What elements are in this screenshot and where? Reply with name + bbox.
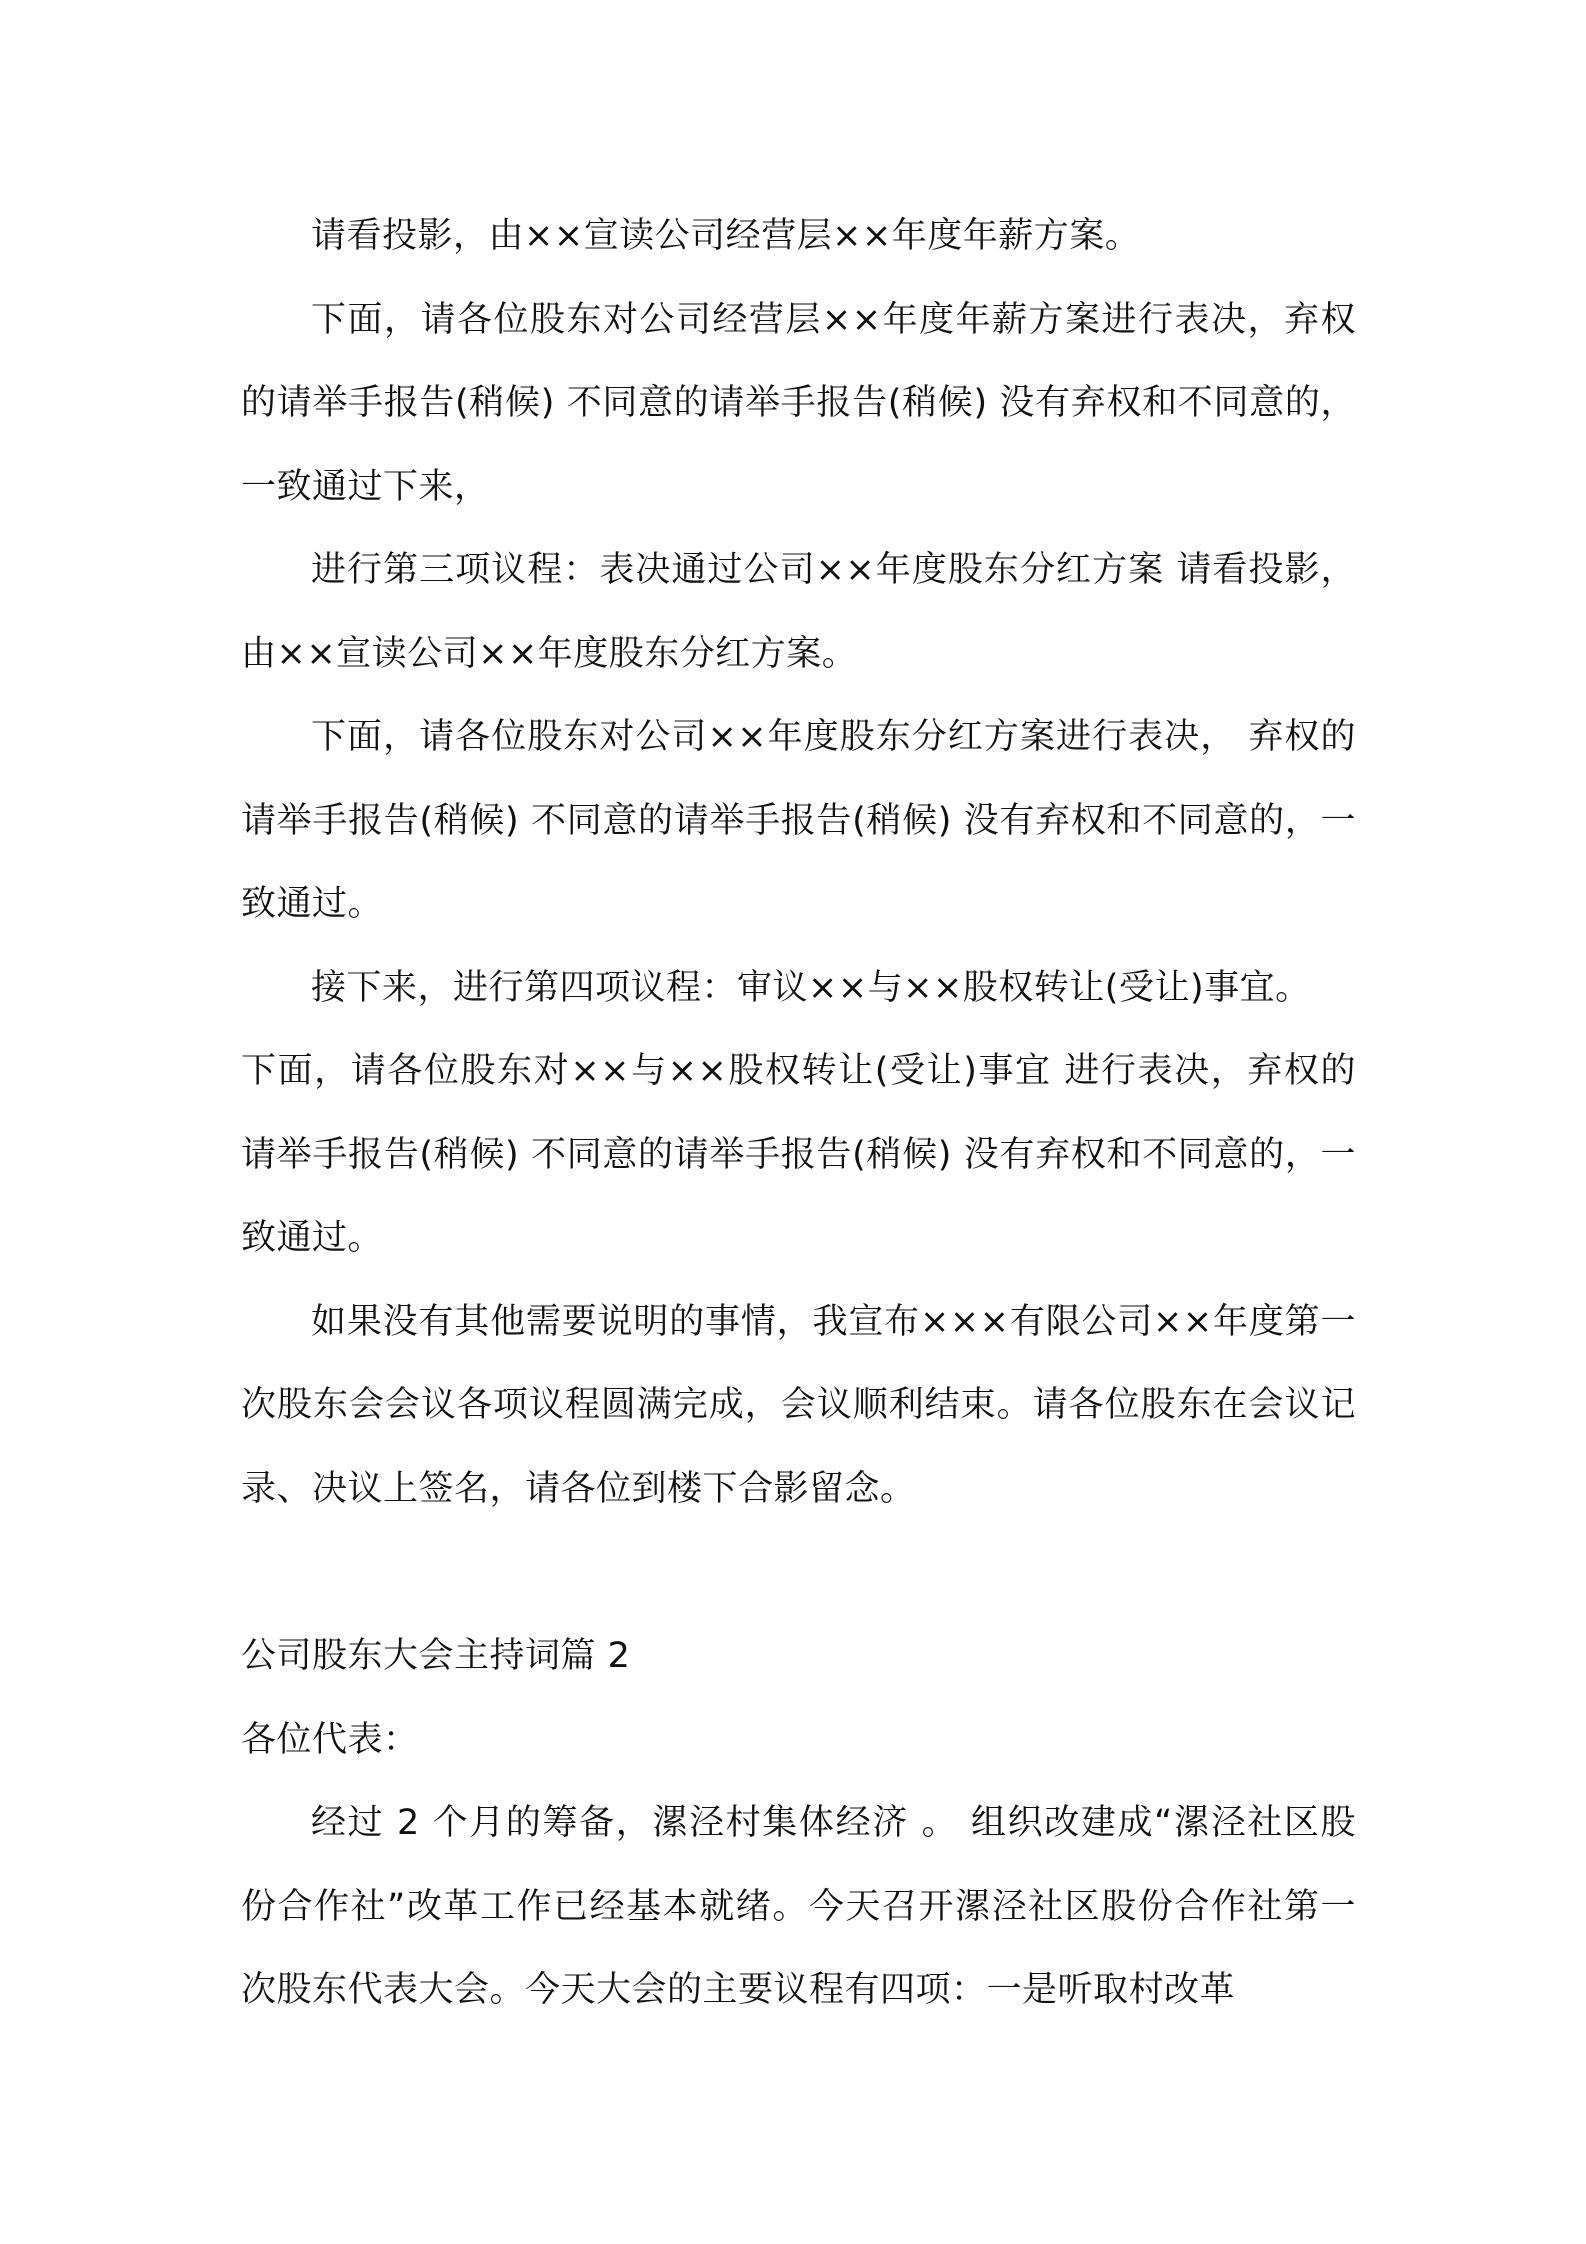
section-spacer bbox=[241, 1531, 1356, 1615]
paragraph-projection-salary: 请看投影，由××宣读公司经营层××年度年薪方案。 bbox=[311, 216, 1141, 256]
paragraph-vote-dividend: 下面，请各位股东对公司××年度股东分红方案进行表决， 弃权的请举手报告(稍候) 不同意的请举手报告(稍候) 没有弃权和不同意的，一致通过。 bbox=[241, 717, 1356, 924]
section-title: 公司股东大会主持词篇 2 bbox=[241, 1636, 631, 1676]
paragraph-item-three: 进行第三项议程：表决通过公司××年度股东分红方案 请看投影，由××宣读公司××年度股东分红方案。 bbox=[241, 550, 1356, 674]
paragraph-vote-equity: 下面，请各位股东对××与××股权转让(受让)事宜 进行表决，弃权的请举手报告(稍候) 不同意的请举手报告(稍候) 没有弃权和不同意的，一致通过。 bbox=[241, 1051, 1356, 1258]
salutation: 各位代表： bbox=[241, 1719, 419, 1760]
paragraph-closing: 如果没有其他需要说明的事情，我宣布×××有限公司××年度第一次股东会会议各项议程圆满完成，会议顺利结束。请各位股东在会议记录、决议上签名，请各位到楼下合影留念。 bbox=[241, 1301, 1356, 1509]
paragraph-vote-salary: 下面，请各位股东对公司经营层××年度年薪方案进行表决，弃权的请举手报告(稍候) 不同意的请举手报告(稍候) 没有弃权和不同意的，一致通过下来， bbox=[241, 299, 1356, 507]
document-body bbox=[241, 195, 1356, 2033]
paragraph-item-four: 接下来，进行第四项议程：审议××与××股权转让(受让)事宜。 bbox=[311, 967, 1311, 1008]
paragraph-intro: 经过 2 个月的筹备，漯泾村集体经济 。 组织改建成“漯泾社区股份合作社”改革工作已经基本就绪。今天召开漯泾社区股份合作社第一次股东代表大会。今天大会的主要议程有四项：一是听取村改革 bbox=[241, 1803, 1356, 2010]
